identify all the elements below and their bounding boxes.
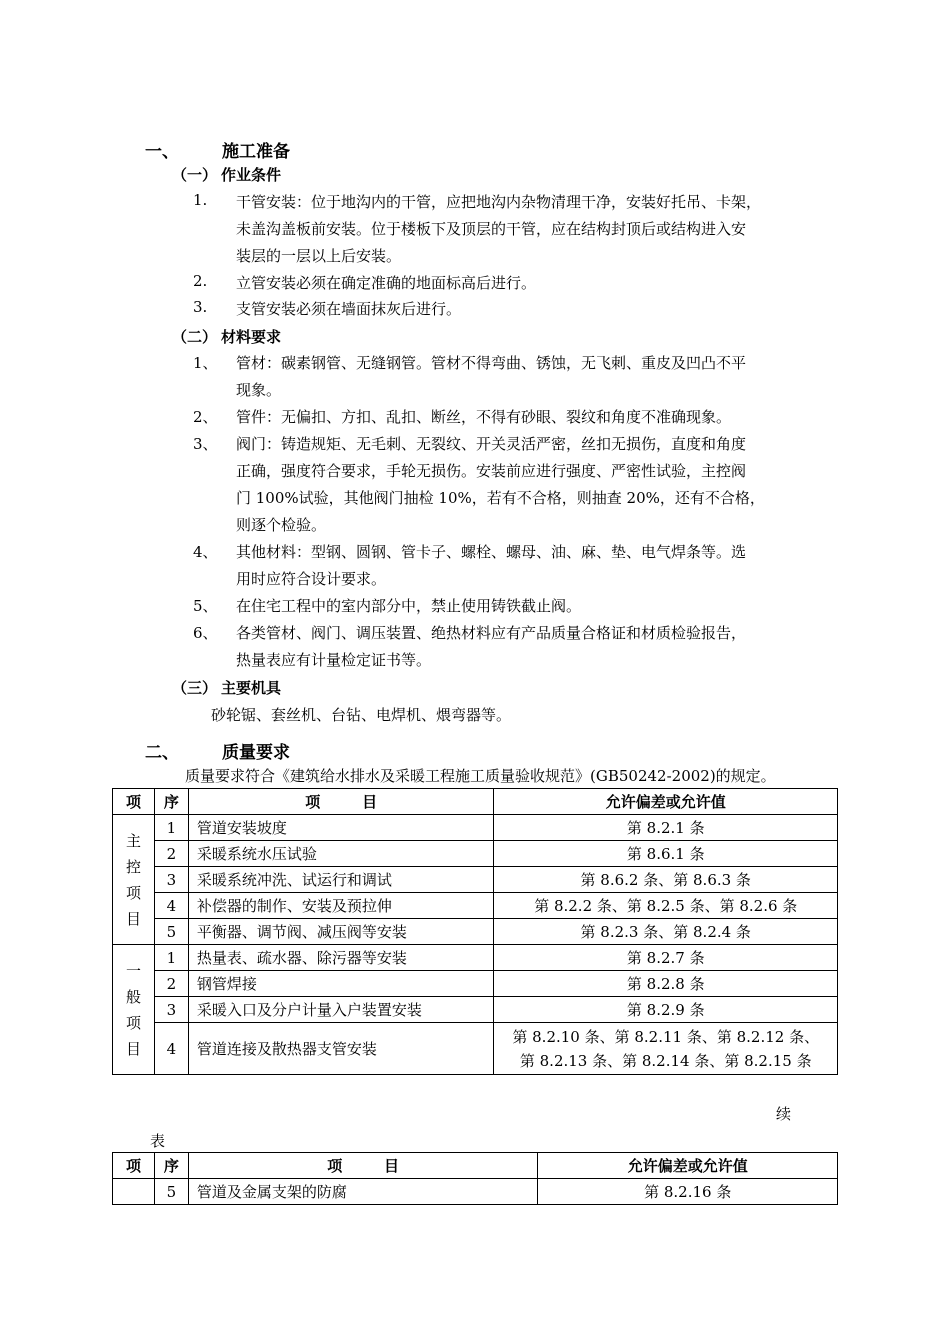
sub2-item6-line2: 热量表应有计量检定证书等。 (236, 651, 432, 669)
section2-intro: 质量要求符合《建筑给水排水及采暖工程施工质量验收规范》(GB50242-2002)的规定。 (185, 767, 776, 785)
row-seq: 1 (154, 945, 188, 971)
sub1-item3-number: 3. (193, 298, 208, 316)
sub1-item2-number: 2. (193, 272, 208, 290)
row-item: 采暖系统冲洗、试运行和调试 (188, 867, 494, 893)
sub2-item3-line2: 正确，强度符合要求，手轮无损伤。安装前应进行强度、严密性试验，主控阀 (236, 462, 747, 480)
row-item: 采暖入口及分户计量入户装置安装 (188, 997, 494, 1023)
section1-number: 一、 (145, 142, 179, 162)
row-item: 补偿器的制作、安装及预拉伸 (188, 893, 494, 919)
header-seq: 序 (154, 789, 188, 815)
header-value: 允许偏差或允许值 (538, 1153, 838, 1179)
row-seq: 2 (154, 841, 188, 867)
row-item: 管道连接及散热器支管安装 (188, 1023, 494, 1075)
row-seq: 4 (154, 893, 188, 919)
sub1-item1-line2: 未盖沟盖板前安装。位于楼板下及顶层的干管，应在结构封顶后或结构进入安 (236, 220, 747, 238)
sub2-number: （二） (172, 328, 218, 346)
sub1-number: （一） (172, 166, 218, 184)
row-item: 平衡器、调节阀、减压阀等安装 (188, 919, 494, 945)
sub2-item5-line1: 在住宅工程中的室内部分中，禁止使用铸铁截止阀。 (236, 597, 582, 615)
table-row (113, 867, 838, 893)
header-item: 项 目 (188, 1153, 538, 1179)
row-seq: 5 (154, 919, 188, 945)
sub2-item3-line1: 阀门：铸造规矩、无毛刺、无裂纹、开关灵活严密，丝扣无损伤，直度和角度 (236, 435, 747, 453)
row-seq: 2 (154, 971, 188, 997)
sub2-item3-line4: 则逐个检验。 (236, 516, 327, 534)
sub2-item2-line1: 管件：无偏扣、方扣、乱扣、断丝，不得有砂眼、裂纹和角度不准确现象。 (236, 408, 732, 426)
group-main-control: 主 控 项 目 (113, 815, 155, 945)
row-item: 钢管焊接 (188, 971, 494, 997)
section2-title: 质量要求 (222, 743, 290, 763)
sub3-title: 主要机具 (221, 679, 282, 697)
sub2-item3-line3: 门 100%试验，其他阀门抽检 10%，若有不合格，则抽查 20%，还有不合格， (236, 489, 765, 507)
sub2-item6-number: 6、 (193, 624, 218, 642)
row-value: 第 8.2.9 条 (494, 997, 838, 1023)
sub1-item1-line3: 装层的一层以上后安装。 (236, 247, 402, 265)
table-row (113, 971, 838, 997)
row-seq: 4 (154, 1023, 188, 1075)
sub2-item6-line1: 各类管材、阀门、调压装置、绝热材料应有产品质量合格证和材质检验报告， (236, 624, 747, 642)
row-seq: 3 (154, 867, 188, 893)
header-seq: 序 (154, 1153, 188, 1179)
header-item: 项 目 (188, 789, 494, 815)
sub1-item1-number: 1. (193, 191, 208, 209)
table-row (113, 815, 838, 841)
row-value: 第 8.6.1 条 (494, 841, 838, 867)
row-group (113, 1179, 155, 1205)
row-seq: 5 (154, 1179, 188, 1205)
table-header-row (113, 1153, 838, 1179)
header-value: 允许偏差或允许值 (494, 789, 838, 815)
group-general: 一 般 项 目 (113, 945, 155, 1075)
sub2-item1-number: 1、 (193, 354, 218, 372)
section1-title: 施工准备 (222, 142, 290, 162)
table-row (113, 1179, 838, 1205)
sub2-item3-number: 3、 (193, 435, 218, 453)
row-seq: 3 (154, 997, 188, 1023)
sub2-item1-line1: 管材：碳素钢管、无缝钢管。管材不得弯曲、锈蚀，无飞刺、重皮及凹凸不平 (236, 354, 747, 372)
row-item: 管道安装坡度 (188, 815, 494, 841)
table-row (113, 1023, 838, 1075)
row-item: 管道及金属支架的防腐 (188, 1179, 538, 1205)
row-value-line1: 第 8.2.10 条、第 8.2.11 条、第 8.2.12 条、 (512, 1027, 820, 1046)
sub2-item4-line1: 其他材料：型钢、圆钢、管卡子、螺栓、螺母、油、麻、垫、电气焊条等。选 (236, 543, 747, 561)
row-value: 第 8.2.3 条、第 8.2.4 条 (494, 919, 838, 945)
sub3-text: 砂轮锯、套丝机、台钻、电焊机、煨弯器等。 (211, 706, 512, 724)
continued-label-part2: 表 (150, 1132, 166, 1150)
section2-number: 二、 (145, 743, 179, 763)
row-item: 采暖系统水压试验 (188, 841, 494, 867)
row-value: 第 8.2.2 条、第 8.2.5 条、第 8.2.6 条 (494, 893, 838, 919)
sub2-item4-line2: 用时应符合设计要求。 (236, 570, 387, 588)
row-value: 第 8.6.2 条、第 8.6.3 条 (494, 867, 838, 893)
sub2-item4-number: 4、 (193, 543, 218, 561)
table-row (113, 841, 838, 867)
sub1-item1-line1: 干管安装：位于地沟内的干管，应把地沟内杂物清理干净，安装好托吊、卡架， (236, 193, 762, 211)
sub1-item3-line1: 支管安装必须在墙面抹灰后进行。 (236, 300, 462, 318)
sub1-title: 作业条件 (221, 166, 282, 184)
table-row (113, 997, 838, 1023)
row-value: 第 8.2.8 条 (494, 971, 838, 997)
table-row (113, 893, 838, 919)
row-value-multiline (494, 1023, 838, 1075)
table-row (113, 919, 838, 945)
quality-table-continued (112, 1152, 838, 1205)
sub2-item1-line2: 现象。 (236, 381, 282, 399)
header-group: 项 (113, 789, 155, 815)
sub2-item2-number: 2、 (193, 408, 218, 426)
row-seq: 1 (154, 815, 188, 841)
row-item: 热量表、疏水器、除污器等安装 (188, 945, 494, 971)
sub3-number: （三） (172, 679, 218, 697)
header-group: 项 (113, 1153, 155, 1179)
row-value: 第 8.2.16 条 (538, 1179, 838, 1205)
continued-label-part1: 续 (776, 1105, 792, 1123)
row-value: 第 8.2.7 条 (494, 945, 838, 971)
quality-table (112, 788, 838, 1075)
sub2-item5-number: 5、 (193, 597, 218, 615)
table-header-row (113, 789, 838, 815)
sub1-item2-line1: 立管安装必须在确定准确的地面标高后进行。 (236, 274, 537, 292)
row-value: 第 8.2.1 条 (494, 815, 838, 841)
sub2-title: 材料要求 (221, 328, 282, 346)
table-row (113, 945, 838, 971)
row-value-line2: 第 8.2.13 条、第 8.2.14 条、第 8.2.15 条 (519, 1051, 812, 1070)
